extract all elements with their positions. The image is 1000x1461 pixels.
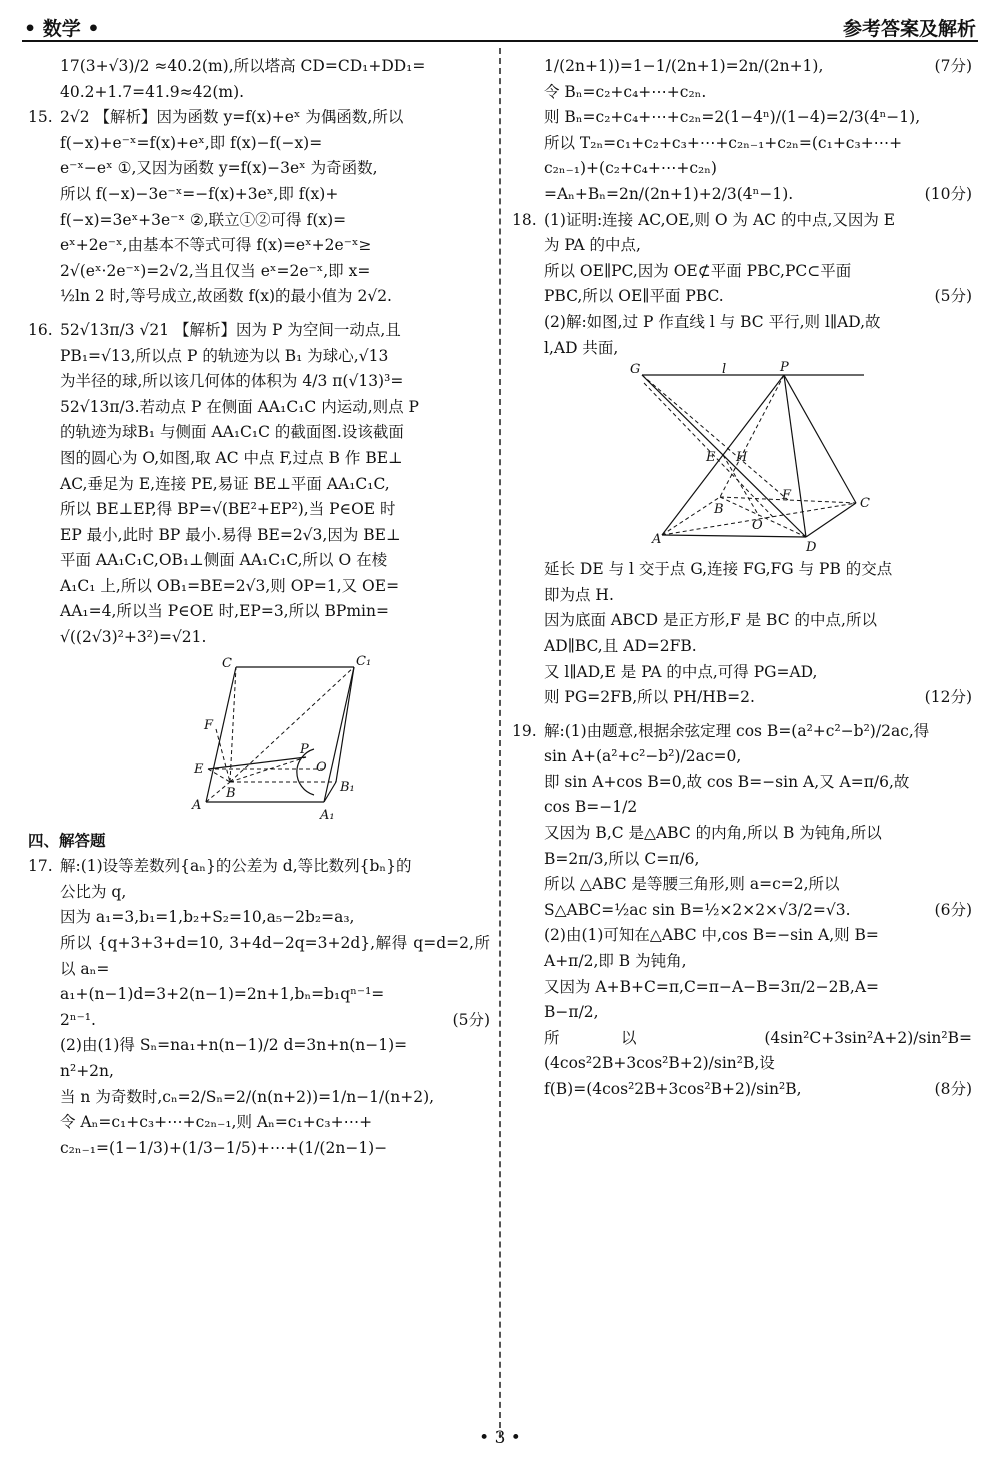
text-line: 公比为 q, — [60, 882, 127, 901]
text-line: 当 n 为奇数时,cₙ=2/Sₙ=2/(n(n+2))=1/n−1/(n+2), — [60, 1087, 435, 1106]
text-line: 所以 OE∥PC,因为 OE⊄平面 PBC,PC⊂平面 — [544, 261, 852, 280]
text-line: 为半径的球,所以该几何体的体积为 4/3 π(√13)³= — [60, 372, 404, 391]
text-line: √((2√3)²+3²)=√21. — [60, 628, 207, 647]
header-title: 参考答案及解析 — [842, 18, 976, 40]
question-number: 16. — [28, 320, 53, 339]
text-line: (2)解:如图,过 P 作直线 l 与 BC 平行,则 l∥AD,故 — [544, 312, 881, 331]
question-number: 17. — [28, 857, 53, 876]
text-line: 52√13π/3 √21 【解析】因为 P 为空间一动点,且 — [60, 320, 401, 339]
text-line: 52√13π/3.若动点 P 在侧面 AA₁C₁C 内运动,则点 P — [60, 397, 419, 416]
page-number: • 3 • — [479, 1428, 521, 1448]
question-16 — [28, 318, 490, 651]
question-15 — [28, 105, 490, 310]
text-line: PB₁=√13,所以点 P 的轨迹为以 B₁ 为球心,√13 — [60, 346, 389, 365]
question-number: 18. — [512, 210, 537, 229]
text-line — [544, 54, 972, 80]
text-line: 所以 △ABC 是等腰三角形,则 a=c=2,所以 — [544, 875, 840, 894]
text-line — [544, 182, 972, 208]
label-C: C — [860, 496, 870, 512]
question-18-cont — [512, 557, 972, 711]
text-line: B−π/2, — [544, 1003, 599, 1022]
label-A: A — [192, 797, 202, 813]
column-divider — [499, 48, 501, 1438]
text-line: e⁻ˣ−eˣ ①,又因为函数 y=f(x)−3eˣ 为奇函数, — [60, 159, 378, 178]
score: (6分) — [934, 900, 972, 919]
label-E: E — [194, 761, 204, 777]
q14-tail — [28, 54, 490, 105]
left-column — [28, 54, 490, 1161]
text-line: AD∥BC,且 AD=2FB. — [544, 636, 697, 655]
subject-label: • 数学 • — [24, 18, 100, 40]
text-line: 又因为 A+B+C=π,C=π−A−B=3π/2−2B,A= — [544, 977, 880, 996]
text-line: AC,垂足为 E,连接 PE,易证 BE⊥平面 AA₁C₁C, — [60, 474, 390, 493]
text-line: 40.2+1.7=41.9≈42(m). — [60, 82, 245, 101]
text-line: 图的圆心为 O,如图,取 AC 中点 F,过点 B 作 BE⊥ — [60, 448, 403, 467]
label-H: H — [736, 450, 748, 466]
label-D: D — [806, 540, 817, 556]
text-line — [544, 1077, 972, 1103]
text-line: (2)由(1)可知在△ABC 中,cos B=−sin A,则 B= — [544, 926, 879, 945]
text-line: l,AD 共面, — [544, 338, 619, 357]
page-header — [22, 10, 978, 42]
label-A: A — [652, 532, 662, 548]
question-17 — [28, 854, 490, 1161]
text-line: AA₁=4,所以当 P∈OE 时,EP=3,所以 BPmin= — [60, 602, 389, 621]
text-line: (1)证明:连接 AC,OE,则 O 为 AC 的中点,又因为 E — [544, 210, 896, 229]
text-line: 解:(1)设等差数列{aₙ}的公差为 d,等比数列{bₙ}的 — [60, 857, 412, 876]
text: f(B)=(4cos²2B+3cos²B+2)/sin²B, — [544, 1080, 802, 1098]
text-line: 令 Aₙ=c₁+c₃+⋯+c₂ₙ₋₁,则 Aₙ=c₁+c₃+⋯+ — [60, 1113, 373, 1132]
score: (7分) — [934, 57, 972, 75]
text-line: 又 l∥AD,E 是 PA 的中点,可得 PG=AD, — [544, 662, 818, 681]
text-line: ½ln 2 时,等号成立,故函数 f(x)的最小值为 2√2. — [60, 287, 392, 306]
text-line: 为 PA 的中点, — [544, 236, 641, 255]
text-line: a₁+(n−1)d=3+2(n−1)=2n+1,bₙ=b₁qⁿ⁻¹= — [60, 985, 385, 1004]
label-O: O — [752, 518, 763, 534]
label-B1: B₁ — [340, 779, 355, 795]
question-18 — [512, 208, 972, 362]
text-line: 所以 (4sin²C+3sin²A+2)/sin²B=(4cos²2B+3cos²B+2)/sin²B,设 — [544, 1028, 972, 1073]
question-19 — [512, 719, 972, 1103]
text: PBC,所以 OE∥平面 PBC. — [544, 287, 724, 306]
section-title: 四、解答题 — [28, 831, 106, 850]
text-line: c₂ₙ₋₁)+(c₂+c₄+⋯+c₂ₙ) — [544, 159, 717, 178]
text-line: 因为 a₁=3,b₁=1,b₂+S₂=10,a₅−2b₂=a₃, — [60, 908, 355, 927]
text-line: eˣ+2e⁻ˣ,由基本不等式可得 f(x)=eˣ+2e⁻ˣ≥ — [60, 236, 372, 255]
text-line: f(−x)=3eˣ+3e⁻ˣ ②,联立①②可得 f(x)= — [60, 210, 347, 229]
text-line: 所以 f(−x)−3e⁻ˣ=−f(x)+3eˣ,即 f(x)+ — [60, 184, 339, 203]
label-A1: A₁ — [320, 807, 335, 823]
label-O: O — [316, 759, 327, 775]
text-line: 平面 AA₁C₁C,OB₁⊥侧面 AA₁C₁C,所以 O 在棱 — [60, 551, 388, 570]
pyramid-figure — [624, 360, 870, 556]
text-line: 的轨迹为球B₁ 与侧面 AA₁C₁C 的截面图.设该截面 — [60, 423, 404, 442]
text-line: 17(3+√3)/2 ≈40.2(m),所以塔高 CD=CD₁+DD₁= — [60, 57, 426, 75]
text-line: 所以 T₂ₙ=c₁+c₂+c₃+⋯+c₂ₙ₋₁+c₂ₙ=(c₁+c₃+⋯+ — [544, 133, 903, 152]
label-E: E — [706, 450, 716, 466]
text: 1/(2n+1))=1−1/(2n+1)=2n/(2n+1), — [544, 57, 824, 75]
text-line: 2√2 【解析】因为函数 y=f(x)+eˣ 为偶函数,所以 — [60, 108, 404, 127]
text-line — [60, 1008, 490, 1034]
text-line: A+π/2,即 B 为钝角, — [544, 952, 687, 971]
text-line — [544, 284, 972, 310]
text-line: n²+2n, — [60, 1062, 114, 1080]
text-line: 所以 BE⊥EP,得 BP=√(BE²+EP²),当 P∈OE 时 — [60, 500, 396, 519]
score: (10分) — [924, 184, 972, 203]
text-line: 因为底面 ABCD 是正方形,F 是 BC 的中点,所以 — [544, 611, 877, 630]
label-C1: C₁ — [356, 653, 372, 669]
score: (8分) — [934, 1080, 972, 1098]
label-F: F — [204, 717, 214, 733]
label-l: l — [722, 362, 727, 378]
text-line: cos B=−1/2 — [544, 798, 638, 817]
label-G: G — [630, 362, 641, 378]
score: (12分) — [924, 688, 972, 707]
text-line — [544, 898, 972, 924]
label-P: P — [780, 360, 789, 376]
label-C: C — [222, 655, 232, 671]
score: (5分) — [452, 1010, 490, 1029]
text-line: 则 Bₙ=c₂+c₄+⋯+c₂ₙ=2(1−4ⁿ)/(1−4)=2/3(4ⁿ−1), — [544, 108, 921, 127]
text-line — [544, 685, 972, 711]
label-B: B — [714, 502, 724, 518]
text-line: c₂ₙ₋₁=(1−1/3)+(1/3−1/5)+⋯+(1/(2n−1)− — [60, 1138, 388, 1157]
text-line: sin A+(a²+c²−b²)/2ac=0, — [544, 747, 742, 766]
q17-continued — [512, 54, 972, 208]
text: 则 PG=2FB,所以 PH/HB=2. — [544, 688, 755, 707]
right-column — [512, 54, 972, 1103]
text-line: (2)由(1)得 Sₙ=na₁+n(n−1)/2 d=3n+n(n−1)= — [60, 1036, 408, 1055]
text-line: 即 sin A+cos B=0,故 cos B=−sin A,又 A=π/6,故 — [544, 772, 910, 791]
text: 2ⁿ⁻¹. — [60, 1010, 96, 1029]
text-line: 解:(1)由题意,根据余弦定理 cos B=(a²+c²−b²)/2ac,得 — [544, 721, 930, 740]
question-number: 19. — [512, 721, 537, 740]
text-line: 所以 {q+3+3+d=10, 3+4d−2q=3+2d},解得 q=d=2,所以 aₙ= — [60, 934, 490, 978]
prism-figure — [176, 653, 372, 825]
text-line: 又因为 B,C 是△ABC 的内角,所以 B 为钝角,所以 — [544, 824, 882, 843]
text: S△ABC=½ac sin B=½×2×2×√3/2=√3. — [544, 900, 851, 919]
text: =Aₙ+Bₙ=2n/(2n+1)+2/3(4ⁿ−1). — [544, 184, 794, 203]
text-line: 延长 DE 与 l 交于点 G,连接 FG,FG 与 PB 的交点 — [544, 560, 893, 579]
text-line: A₁C₁ 上,所以 OB₁=BE=2√3,则 OP=1,又 OE= — [60, 576, 400, 595]
text-line: B=2π/3,所以 C=π/6, — [544, 849, 700, 868]
label-F: F — [782, 488, 792, 504]
score: (5分) — [934, 287, 972, 306]
text-line: 令 Bₙ=c₂+c₄+⋯+c₂ₙ. — [544, 82, 707, 101]
label-B: B — [226, 785, 236, 801]
text-line: f(−x)+e⁻ˣ=f(x)+eˣ,即 f(x)−f(−x)= — [60, 133, 323, 152]
question-number: 15. — [28, 108, 53, 127]
text-line: 2√(eˣ·2e⁻ˣ)=2√2,当且仅当 eˣ=2e⁻ˣ,即 x= — [60, 261, 371, 280]
label-P: P — [300, 741, 309, 757]
text-line: 即为点 H. — [544, 585, 614, 604]
text-line: EP 最小,此时 BP 最小.易得 BE=2√3,因为 BE⊥ — [60, 525, 401, 544]
